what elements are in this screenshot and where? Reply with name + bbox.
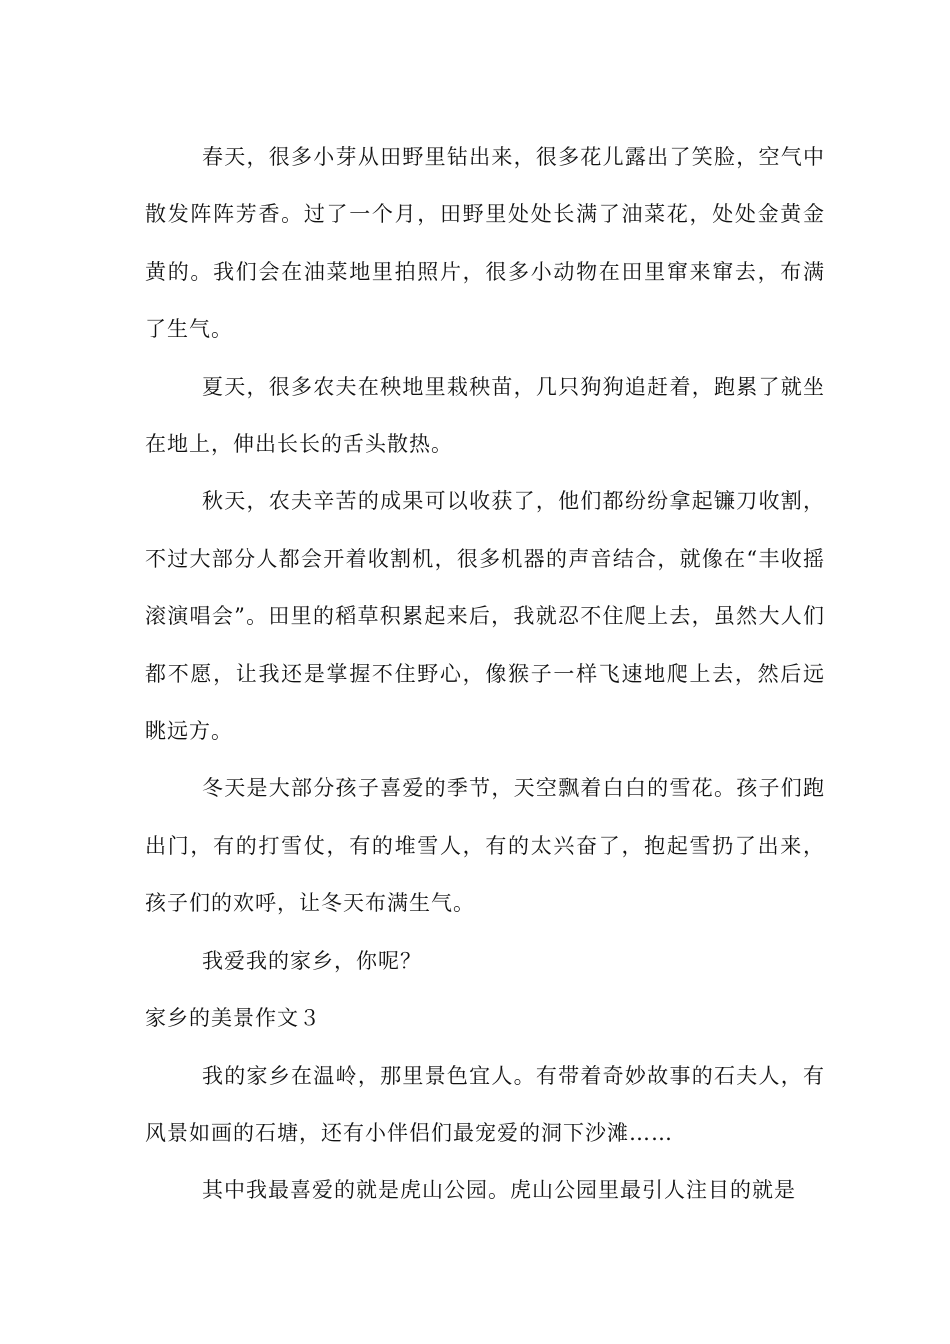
section-heading: 家乡的美景作文３ [145,1006,321,1031]
paragraph-autumn: 秋天，农夫辛苦的成果可以收获了，他们都纷纷拿起镰刀收割，不过大部分人都会开着收割机，很多机器的声音结合，就像在“丰收摇滚演唱会”。田里的稻草积累起来后，我就忍不住爬上去，虽然大人们都不愿，让我还是掌握不住野心，像猴子一样飞速地爬上去，然后远眺远方。 [145,489,825,744]
paragraph-summer: 夏天，很多农夫在秧地里栽秧苗，几只狗狗追赶着，跑累了就坐在地上，伸出长长的舌头散热。 [145,374,825,457]
paragraph-spring: 春天，很多小芽从田野里钻出来，很多花儿露出了笑脸，空气中散发阵阵芳香。过了一个月，田野里处处长满了油菜花，处处金黄金黄的。我们会在油菜地里拍照片，很多小动物在田里窜来窜去，布满了生气。 [145,145,825,342]
document-body [145,129,825,1220]
paragraph-intro: 我的家乡在温岭，那里景色宜人。有带着奇妙故事的石夫人，有风景如画的石塘，还有小伴侣们最宠爱的洞下沙滩…… [145,1063,825,1145]
paragraph-park: 其中我最喜爱的就是虎山公园。虎山公园里最引人注目的就是 [202,1178,796,1203]
paragraph-closing: 我爱我的家乡，你呢？ [202,948,422,973]
paragraph-winter: 冬天是大部分孩子喜爱的季节，天空飘着白白的雪花。孩子们跑出门，有的打雪仗，有的堆雪人，有的太兴奋了，抱起雪扔了出来，孩子们的欢呼，让冬天布满生气。 [145,776,825,916]
